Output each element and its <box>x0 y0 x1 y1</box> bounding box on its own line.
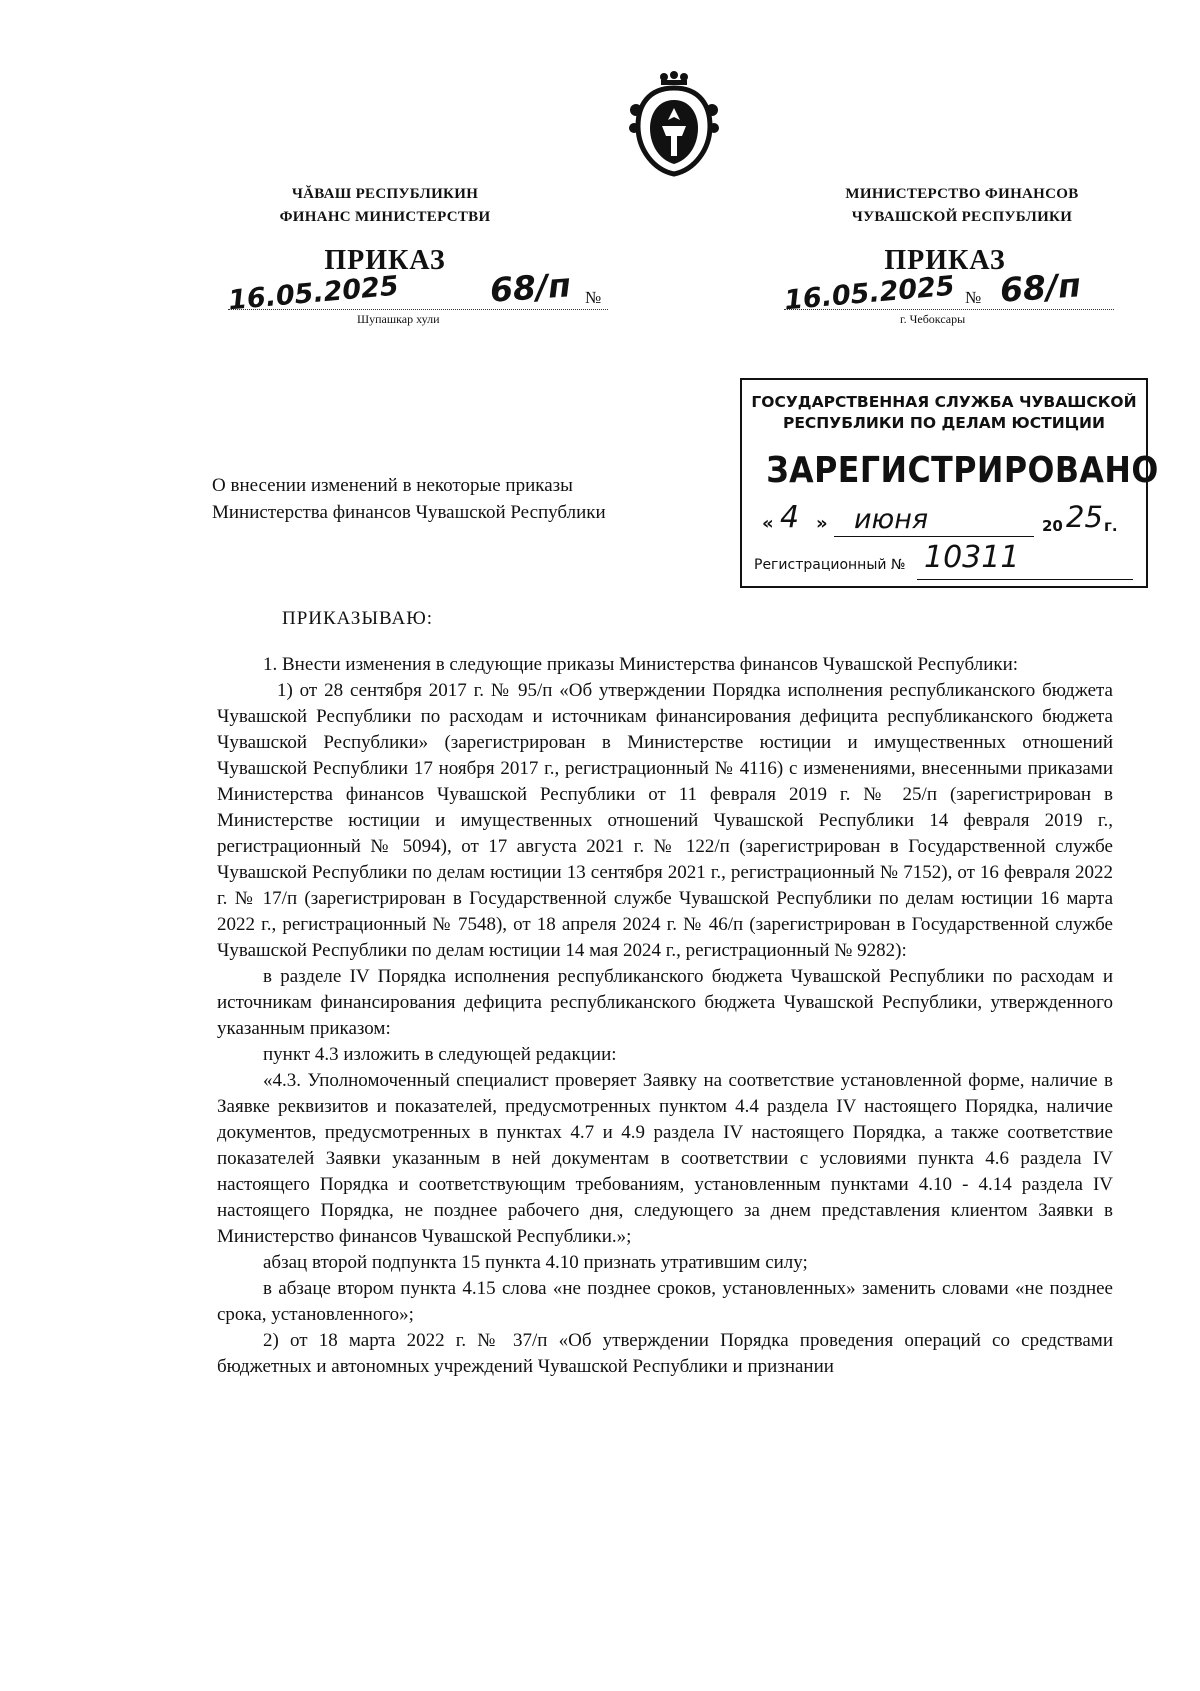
paragraph-2: 1) от 28 сентября 2017 г. № 95/п «Об утверждении Порядка исполнения республиканского бюджета Чувашской Республики по расходам и источникам финансирования дефицита республиканского бюджета Чувашской Республики» (зарегистрирован в Министерстве юстиции и имущественных отношений Чувашской Республики 17 ноября 2017 г., регистрационный № 4116) с изменениями, внесенными приказами Министерства финансов Чувашской Республики от 11 февраля 2019 г. № 25/п (зарегистрирован в Министерстве юстиции и имущественных отношений Чувашской Республики 14 февраля 2019 г., регистрационный № 5094), от 17 августа 2021 г. № 122/п (зарегистрирован в Государственной службе Чувашской Республики по делам юстиции 13 сентября 2021 г., регистрационный № 7152), от 16 февраля 2022 г. № 17/п (зарегистрирован в Государственной службе Чувашской Республики по делам юстиции 16 марта 2022 г., регистрационный № 7548), от 18 апреля 2024 г. № 46/п (зарегистрирован в Государственной службе Чувашской Республики по делам юстиции 14 мая 2024 г., регистрационный № 9282): <box>217 680 1113 961</box>
stamp-day: 4 <box>780 500 800 535</box>
number-sign-left: № <box>585 288 602 307</box>
stamp-month: июня <box>854 504 929 535</box>
paragraph-7: в абзаце втором пункта 4.15 слова «не позднее сроков, установленных» заменить словами «не позднее срока, установленного»; <box>217 1278 1113 1325</box>
header-russian-line2: ЧУВАШСКОЙ РЕСПУБЛИКИ <box>851 209 1073 225</box>
stamp-status: ЗАРЕГИСТРИРОВАНО <box>766 450 1159 491</box>
stamp-year-prefix: 20 <box>1042 517 1063 535</box>
stamp-quote-close: » <box>816 513 828 534</box>
stamp-year-unit: г. <box>1104 517 1118 535</box>
stamp-reg-number: 10311 <box>924 540 1020 575</box>
paragraph-5: «4.3. Уполномоченный специалист проверяет Заявку на соответствие установленной форме, наличие в Заявке реквизитов и показателей, предусмотренных пунктом 4.4 раздела IV настоящего Порядка, наличие документов, предусмотренных в пунктах 4.7 и 4.9 раздела IV настоящего Порядка, а также соответствие показателей Заявки указанным в ней документам в соответствии с условиями пункта 4.6 раздела IV настоящего Порядка и соответствующим требованиям, установленным пунктами 4.10 - 4.14 раздела IV настоящего Порядка, не позднее рабочего дня, следующего за днем представления клиентом Заявки в Министерство финансов Чувашской Республики.»; <box>217 1070 1113 1247</box>
header-chuvash <box>185 183 585 229</box>
paragraph-4: пункт 4.3 изложить в следующей редакции: <box>263 1044 617 1065</box>
paragraph-3: в разделе IV Порядка исполнения республиканского бюджета Чувашской Республики по расходам и источникам финансирования дефицита республиканского бюджета Чувашской Республики, утвержденного указанным приказом: <box>217 966 1113 1039</box>
date-underline-left <box>228 308 608 310</box>
paragraph-6: абзац второй подпункта 15 пункта 4.10 признать утратившим силу; <box>263 1252 808 1273</box>
order-word: ПРИКАЗЫВАЮ: <box>282 608 434 629</box>
paragraph-1: 1. Внести изменения в следующие приказы Министерства финансов Чувашской Республики: <box>263 654 1019 675</box>
subject-line1: О внесении изменений в некоторые приказы <box>212 475 573 496</box>
order-body <box>217 652 1113 1380</box>
order-title-left: ПРИКАЗ <box>324 245 446 276</box>
date-right-handwritten: 16.05.2025 <box>782 270 956 317</box>
order-title-right: ПРИКАЗ <box>884 245 1006 276</box>
stamp-quote-open: « <box>762 513 774 534</box>
stamp-reg-line <box>917 579 1133 580</box>
number-left-handwritten: 68/п <box>488 265 573 310</box>
stamp-agency-line1: ГОСУДАРСТВЕННАЯ СЛУЖБА ЧУВАШСКОЙ <box>751 393 1137 411</box>
date-underline-right <box>784 308 1114 310</box>
number-sign-right: № <box>965 288 982 307</box>
city-right: г. Чебоксары <box>900 312 966 326</box>
header-chuvash-line1: ЧĂВАШ РЕСПУБЛИКИН <box>291 186 479 202</box>
header-russian <box>762 183 1162 229</box>
number-right-handwritten: 68/п <box>998 265 1083 310</box>
header-russian-line1: МИНИСТЕРСТВО ФИНАНСОВ <box>845 186 1079 202</box>
stamp-agency <box>742 392 1146 434</box>
stamp-month-line <box>834 536 1034 537</box>
stamp-reg-label: Регистрационный № <box>754 557 906 573</box>
coat-of-arms-emblem <box>628 70 720 178</box>
stamp-agency-line2: РЕСПУБЛИКИ ПО ДЕЛАМ ЮСТИЦИИ <box>782 414 1105 432</box>
city-left: Шупашкар хули <box>357 312 440 326</box>
header-chuvash-line2: ФИНАНС МИНИСТЕРСТВИ <box>279 209 491 225</box>
date-left-handwritten: 16.05.2025 <box>226 270 400 317</box>
subject-line2: Министерства финансов Чувашской Республики <box>212 502 606 523</box>
registration-stamp <box>740 378 1159 588</box>
stamp-year-suffix: 25 <box>1066 500 1103 534</box>
paragraph-8: 2) от 18 марта 2022 г. № 37/п «Об утверждении Порядка проведения операций со средствами бюджетных и автономных учреждений Чувашской Республики и признании <box>217 1330 1113 1377</box>
order-subject <box>212 472 712 526</box>
